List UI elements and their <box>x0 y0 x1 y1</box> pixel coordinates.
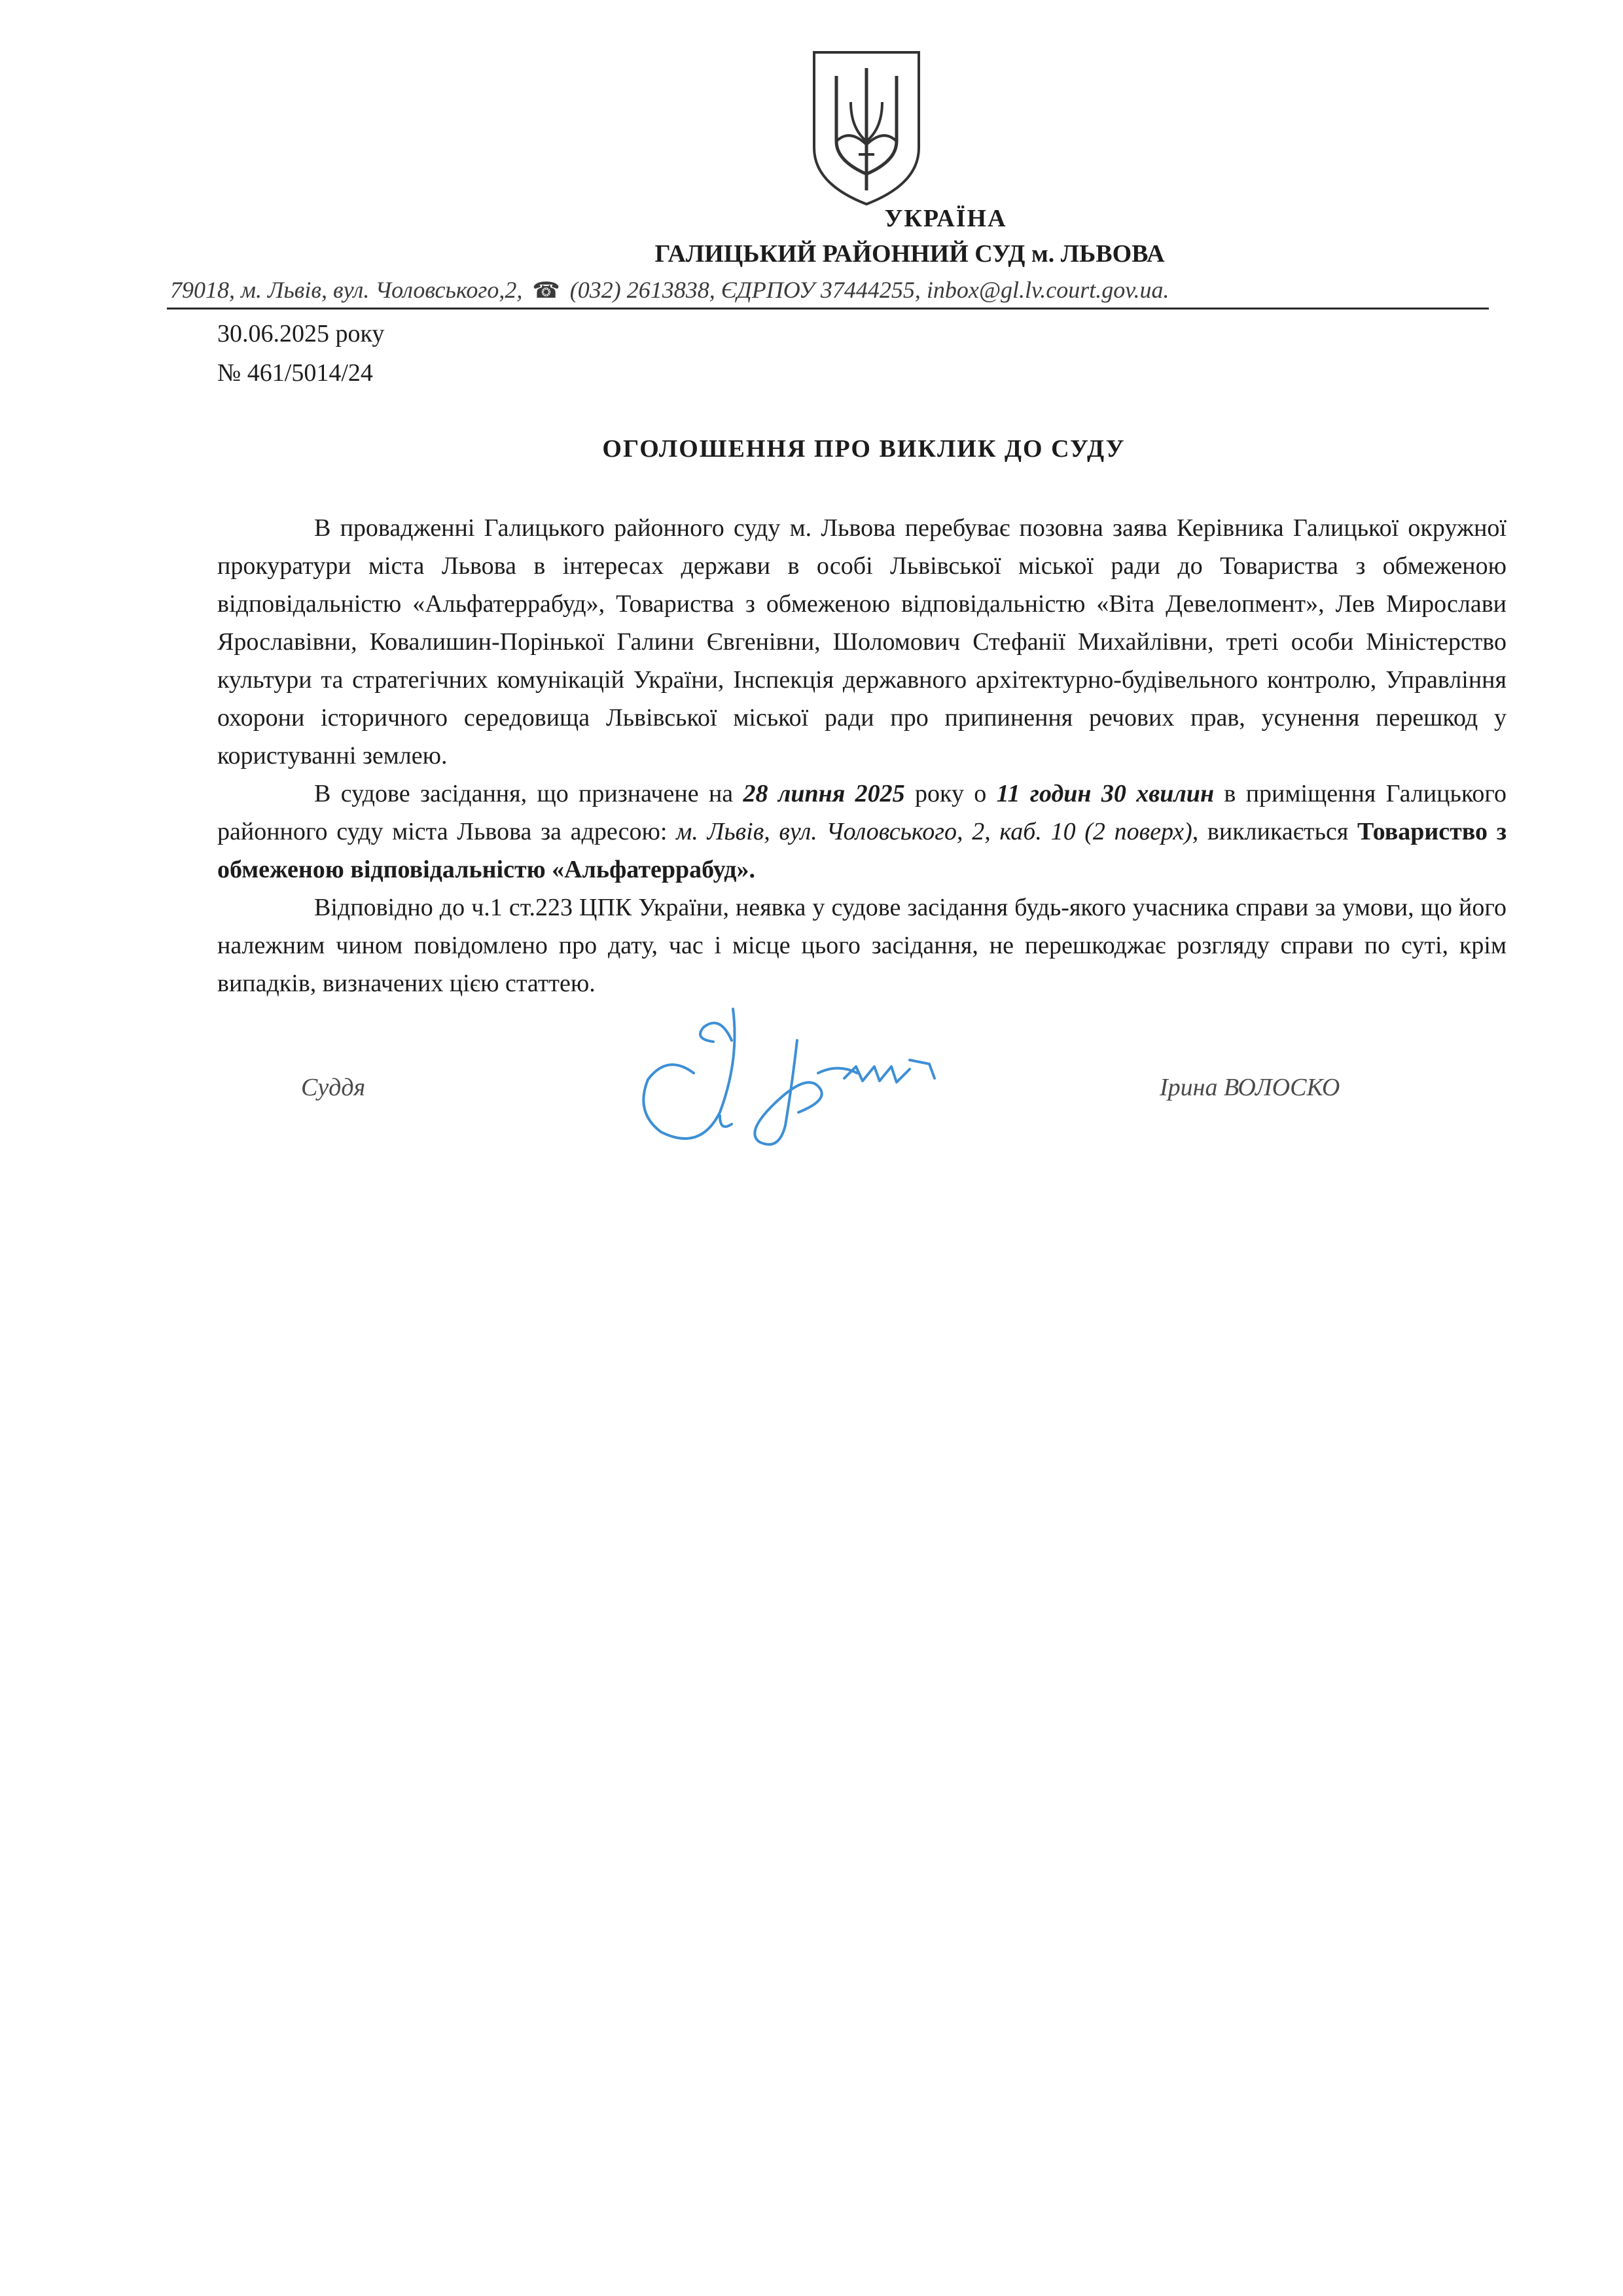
court-address-line <box>170 276 1486 304</box>
summons-text: року о <box>904 780 997 807</box>
hearing-time: 11 годин 30 хвилин <box>996 780 1215 807</box>
paragraph-summons <box>217 775 1507 889</box>
summons-text: , викликається <box>1192 818 1357 845</box>
notice-body <box>217 509 1507 1002</box>
handwritten-signature <box>622 1001 988 1158</box>
telephone-icon: ☎ <box>532 279 560 303</box>
summoned-party: Товариство з обмеженою відповідальністю «Альфатеррабуд». <box>217 818 1507 883</box>
paragraph-claim: В провадженні Галицького районного суду м. Львова перебуває позовна заява Керівника Галицької окружної прокуратури міста Львова в інтересах держави в особі Львівської міської ради до Товариства з обмеженою відповідальністю «Альфатеррабуд», Товариства з обмеженою відповідальністю «Віта Девелопмент», Лев Мирослави Ярославівни, Ковалишин-Порінької Галини Євгенівни, Шоломович Стефанії Михайлівни, треті особи Міністерство культури та стратегічних комунікацій України, Інспекція державного архітектурно-будівельного контролю, Управління охорони історичного середовища Львівської міської ради про припинення речових прав, усунення перешкод у користуванні землею. <box>217 514 1507 769</box>
summons-text: В судове засідання, що призначене на <box>314 780 743 807</box>
hearing-date: 28 липня 2025 <box>743 780 905 807</box>
header-divider <box>167 308 1489 309</box>
address-street: 79018, м. Львів, вул. Чоловського,2, <box>170 277 529 303</box>
court-name-heading: ГАЛИЦЬКИЙ РАЙОННИЙ СУД м. ЛЬВОВА <box>654 240 1165 268</box>
signer-name: Ірина ВОЛОСКО <box>1160 1074 1340 1101</box>
document-title: ОГОЛОШЕННЯ ПРО ВИКЛИК ДО СУДУ <box>602 435 1126 463</box>
document-date: 30.06.2025 року <box>217 320 385 347</box>
country-heading: УКРАЇНА <box>884 205 1007 232</box>
trident-emblem-icon <box>810 50 923 207</box>
hearing-address: м. Львів, вул. Чоловського, 2, каб. 10 (2 поверх) <box>676 818 1192 845</box>
address-contacts: (032) 2613838, ЄДРПОУ 37444255, inbox@gl.lv.court.gov.ua. <box>563 277 1169 303</box>
paragraph-legal-basis: Відповідно до ч.1 ст.223 ЦПК України, неявка у судове засідання будь-якого учасника справи за умови, що його належним чином повідомлено про дату, час і місце цього засідання, не перешкоджає розгляду справи по суті, крім випадків, визначених цією статтею. <box>217 894 1507 997</box>
summons-text: в приміщення Галицького районного суду міста Львова за адресою: <box>217 780 1507 845</box>
case-number: № 461/5014/24 <box>217 359 373 387</box>
signer-role: Суддя <box>301 1074 366 1101</box>
